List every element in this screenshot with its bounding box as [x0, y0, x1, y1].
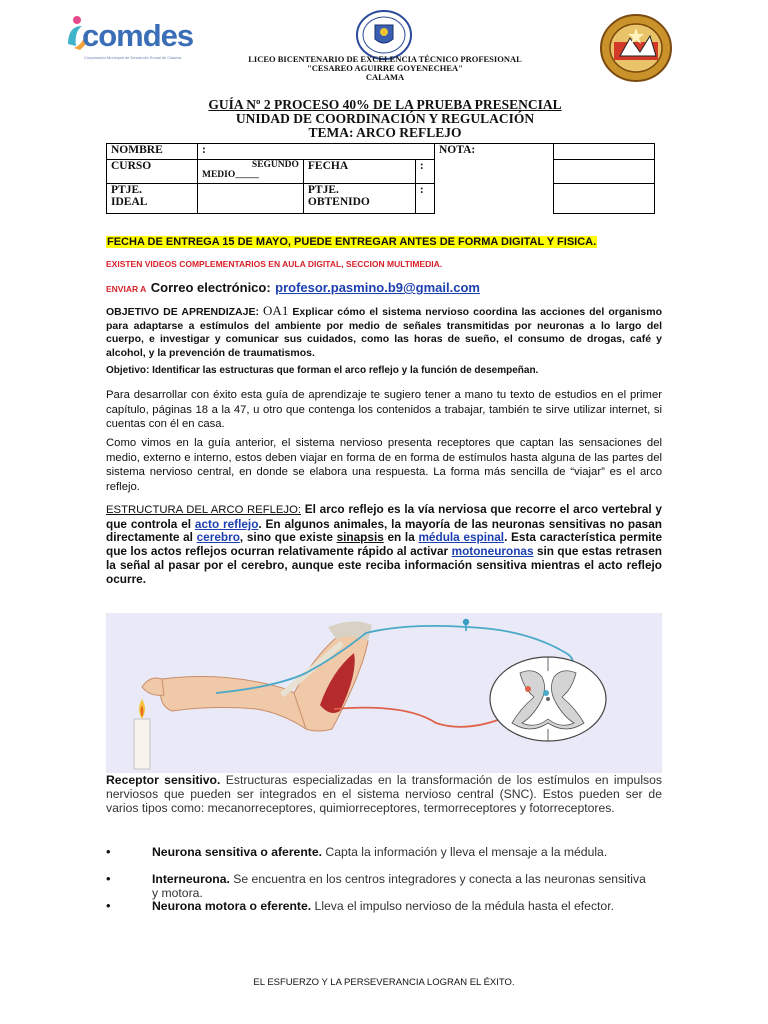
cerebro-link[interactable]: cerebro	[196, 530, 240, 545]
email-label: Correo electrónico:	[150, 280, 271, 295]
nota-extra-cell	[554, 160, 655, 184]
delivery-notice: FECHA DE ENTREGA 15 DE MAYO, PUEDE ENTREGAR ANTES DE FORMA DIGITAL Y FISICA.	[107, 236, 597, 248]
school-crest-icon	[356, 10, 412, 60]
sinapsis-link[interactable]: sinapsis	[336, 530, 384, 545]
logo-word: comdes	[82, 18, 194, 53]
previous-paragraph: Como vimos en la guía anterior, el sistema nervioso presenta receptores que captan las sensaciones del medio, externo e interno, estos deben viajar en forma de en forma de estímulos hasta alguna de las partes del sistema nervioso central, en donde se elabora una respuesta. La forma más sencilla de “viajar” es el arco reflejo.	[106, 437, 662, 493]
estructura-paragraph: ESTRUCTURA DEL ARCO REFLEJO: El arco reflejo es la vía nerviosa que recorre el arco vertebral y que controla el acto reflejo. En algunos animales, la mayoría de las neuronas sensitivas no pasan directamente al cerebro, sino que existe sinapsis en la médula espinal. Esta característica permite que los actos reflejos ocurran relativamente rápido al activar motoneuronas sin que estas retrasen la señal al pasar por el cerebro, aunque este reciba información sensitiva mientras el acto reflejo ocurre.	[106, 502, 663, 586]
guide-title: GUÍA Nº 2 PROCESO 40% DE LA PRUEBA PRESENCIAL	[208, 97, 562, 112]
ptje-obtenido-label: PTJE. OBTENIDO	[303, 184, 415, 214]
student-info-table	[106, 143, 655, 214]
school-name: LICEO BICENTENARIO DE EXCELENCIA TÉCNICO PROFESIONAL	[248, 54, 522, 64]
spinal-cord-icon	[490, 657, 606, 741]
acto-reflejo-link[interactable]: acto reflejo	[194, 516, 259, 531]
school-subname: "CESAREO AGUIRRE GOYENECHEA"	[307, 63, 463, 73]
motoneuronas-link[interactable]: motoneuronas	[451, 544, 534, 559]
nombre-field[interactable]: :	[198, 144, 435, 160]
right-crest-icon	[600, 14, 672, 82]
interneuron-icon	[525, 686, 531, 692]
ptje-obtenido-field[interactable]: :	[415, 184, 434, 214]
nota-label: NOTA:	[435, 144, 554, 214]
school-city: CALAMA	[365, 72, 405, 82]
nota-field[interactable]	[554, 144, 655, 160]
bullet-icon: •	[106, 844, 111, 859]
curso-label: CURSO	[107, 160, 198, 184]
reflex-arc-diagram	[106, 613, 662, 773]
send-prefix: ENVIAR A	[106, 284, 147, 294]
receptor-paragraph: Receptor sensitivo. Estructuras especializadas en la transformación de los estímulos en impulsos nerviosos que pueden ser integrados en el sistema nervioso central (SNC). Estos pueden ser de varios tipos como: mecanorreceptores, quimiorreceptores, termorreceptores y fotorreceptores.	[106, 773, 662, 815]
ptje-ideal-field[interactable]	[198, 184, 304, 214]
email-link[interactable]: profesor.pasmino.b9@gmail.com	[275, 280, 480, 295]
learning-objective: OBJETIVO DE APRENDIZAJE: OA1 Explicar cómo el sistema nervioso coordina las acciones del organismo para adaptarse a estímulos del ambiente por medio de señales transmitidas por neuronas a lo largo del cuerpo, e investigar y comunicar sus cuidados, como las horas de sueño, el consumo de drogas, café y alcohol, y la prevención de traumatismos.	[106, 303, 663, 359]
ptje-ideal-label: PTJE. IDEAL	[107, 184, 198, 214]
footer-motto: EL ESFUERZO Y LA PERSEVERANCIA LOGRAN EL ÉXITO.	[253, 977, 515, 988]
curso-field[interactable]: SEGUNDO MEDIO_____	[198, 160, 304, 184]
fecha-field[interactable]: :	[415, 160, 434, 184]
intro-paragraph: Para desarrollar con éxito esta guía de aprendizaje te sugiero tener a mano tu texto de estudios en el primer capítulo, páginas 18 a la 47, u otro que contenga los contenidos a trabajar, también te sirve utilizar internet, si cuentas con él en casa.	[106, 389, 662, 430]
fecha-label: FECHA	[303, 160, 415, 184]
unit-title: UNIDAD DE COORDINACIÓN Y REGULACIÓN	[235, 111, 535, 126]
nombre-label: NOMBRE	[107, 144, 198, 160]
bullet-icon: •	[106, 898, 111, 913]
objective-line: Objetivo: Identificar las estructuras que forman el arco reflejo y la función de desempeñan.	[106, 365, 539, 376]
medula-espinal-link[interactable]: médula espinal	[418, 530, 505, 545]
videos-notice: EXISTEN VIDEOS COMPLEMENTARIOS EN AULA DIGITAL, SECCION MULTIMEDIA.	[106, 259, 443, 269]
nota-extra-cell-2	[554, 184, 655, 214]
bullet-icon: •	[106, 871, 111, 886]
sensory-ganglion-icon	[463, 619, 469, 625]
comdes-logo	[64, 14, 194, 64]
logo-subtitle: Corporación Municipal de Desarrollo Social de Calama	[84, 55, 182, 60]
topic-title: TEMA: ARCO REFLEJO	[308, 125, 462, 140]
synapse-icon	[543, 690, 549, 696]
send-line	[106, 279, 480, 297]
